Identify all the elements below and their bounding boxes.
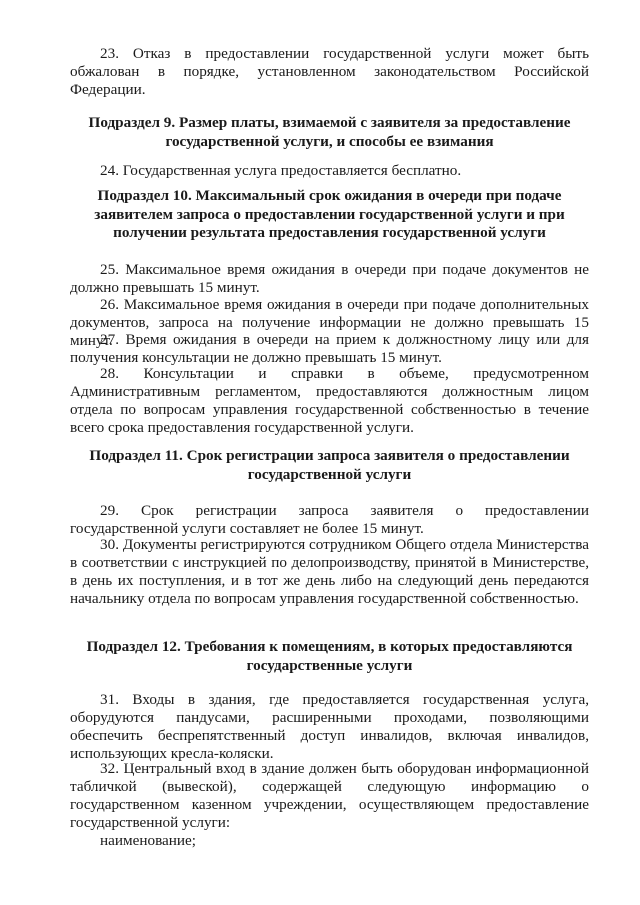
paragraph-27: 27. Время ожидания в очереди на прием к должностному лицу или для получения консультации не должно превышать 15 минут. xyxy=(70,331,589,366)
paragraph-32-list-item: наименование; xyxy=(100,832,196,849)
paragraph-30: 30. Документы регистрируются сотрудником Общего отдела Министерства в соответствии с инструкцией по делопроизводству, принятой в Министерстве, в день их поступления, и в тот же день либо на следующий день передаются начальнику отдела по вопросам управления государственной собственностью. xyxy=(70,536,589,607)
heading-subsection-9: Подраздел 9. Размер платы, взимаемой с заявителя за предоставление государственной услуги, и способы ее взимания xyxy=(88,114,571,150)
paragraph-31: 31. Входы в здания, где предоставляется государственная услуга, оборудуются пандусами, расширенными проходами, позволяющими обеспечить беспрепятственный доступ инвалидов, включая инвалидов, использующих кресла-коляски. xyxy=(70,691,589,762)
paragraph-24: 24. Государственная услуга предоставляется бесплатно. xyxy=(100,162,462,179)
paragraph-32: 32. Центральный вход в здание должен быть оборудован информационной табличкой (вывеской), содержащей следующую информацию о государственном казенном учреждении, осуществляющем предоставление государственной услуги: xyxy=(70,760,589,831)
paragraph-28: 28. Консультации и справки в объеме, предусмотренном Административным регламентом, предоставляются должностным лицом отдела по вопросам управления государственной собственностью в течение всего срока предоставления государственной услуги. xyxy=(70,365,589,436)
heading-subsection-11: Подраздел 11. Срок регистрации запроса заявителя о предоставлении государственной услуги xyxy=(89,447,570,483)
paragraph-23-first-line: 23. Отказ в предоставлении государственной услуги может быть xyxy=(100,45,589,62)
paragraph-26: 26. Максимальное время ожидания в очереди при подаче дополнительных документов, запроса на получение информации не должно превышать 15 минут. xyxy=(70,296,589,349)
heading-subsection-10: Подраздел 10. Максимальный срок ожидания в очереди при подаче заявителем запроса о предоставлении государственной услуги и при получении результата предоставления государственной услуги xyxy=(94,187,565,241)
heading-subsection-12: Подраздел 12. Требования к помещениям, в которых предоставляются государственные услуги xyxy=(86,638,573,674)
paragraph-25: 25. Максимальное время ожидания в очереди при подаче документов не должно превышать 15 минут. xyxy=(70,261,589,296)
paragraph-23: обжалован в порядке, установленном законодательством Российской Федерации. xyxy=(70,63,589,98)
paragraph-29: 29. Срок регистрации запроса заявителя о предоставлении государственной услуги составляет не более 15 минут. xyxy=(70,502,589,537)
